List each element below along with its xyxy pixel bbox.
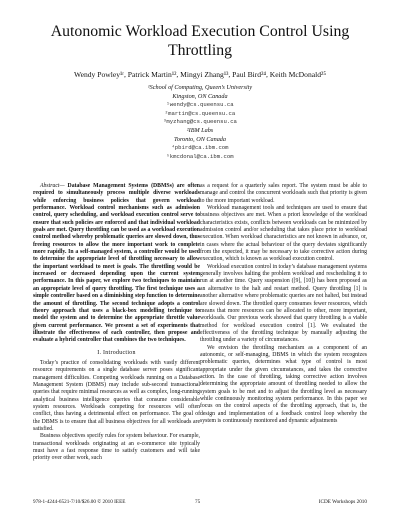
right-paragraph-1: as a request for a quarterly sales report. The system must be able to manage and control the concurrent workloads such that priority is given to the more important workload.	[200, 183, 367, 204]
affiliation-1-email-1: ¹wendy@cs.queensu.ca	[166, 101, 234, 109]
affiliation-1-email-3: ³myzhang@cs.queensu.ca	[163, 118, 237, 126]
abstract-body: Database Management Systems (DBMSs) are often required to simultaneously process multiple diverse workloads while enforcing business policies that govern workload performance. Workload control mechanisms such as admission control, query scheduling, and workload execution control serve to ensure that such policies are enforced and that individual workload goals are met. Query throttling can be used as a workload execution control method whereby problematic queries are slowed down, thus freeing resources to allow the more important work to complete more rapidly. In a self-managed system, a controller would be used to determine the appropriate level of throttling necessary to allow the important workload to meet is goals. The throttling would be increased or decreased depending upon the current system performance. In this paper, we explore two techniques to maintain an appropriate level of query throttling. The first technique uses a simple controller based on a diminishing step function to determine the amount of throttling. The second technique adopts a control theory approach that uses a black-box modelling technique to model the system and to determine the appropriate throttle value given current performance. We present a set of experiments that illustrate the effectiveness of each controller, then propose and evaluate a hybrid controller that combines the two techniques.	[33, 183, 200, 344]
footer-copyright: 978-1-4244-6521-7/10/$26.00 © 2010 IEEE	[33, 499, 126, 505]
abstract	[33, 183, 200, 345]
right-paragraph-2: Workload management tools and techniques are used to ensure that business objectives are met. When a priori knowledge of the workload characteristics exists, conflicts between workloads can be minimized by admission control and/or scheduling that takes place prior to workload execution. When workload characteristics are not known in advance, or, in cases where the actual behaviour of the query deviates significantly from the expected, it may be necessary to take corrective action during execution, which is known as workload execution control.	[200, 205, 367, 263]
page-number: 75	[195, 499, 201, 505]
affiliation-1-name: ¹School of Computing, Queen’s University	[147, 84, 253, 91]
intro-paragraph-1: Today’s practice of consolidating workloads with vastly different resource requirements on a single database server poses significant management difficulties. Competing workloads running on a Database Management System (DBMS) may include sub-second transactional queries that require minimal resources as well as complex, long-running analytical business intelligence queries that consume considerable system resources. Workloads competing for resources will often conflict, thus having a detrimental effect on performance. The goal of the DBMS is to ensure that all business objectives for all workloads are satisfied.	[33, 359, 200, 432]
affiliation-2-name: ²IBM Labs	[186, 126, 214, 134]
author-list: Wendy Powley¹ʳ, Patrick Martin¹², Mingyi Zhang¹³, Paul Bird²⁴, Keith McDonald²⁵	[74, 70, 326, 79]
section-heading-introduction: I. Introduction	[97, 349, 136, 356]
left-column	[33, 183, 200, 463]
affiliation-2-email-1: ⁴pbird@ca.ibm.com	[171, 144, 229, 152]
abstract-lead: Abstract—	[40, 183, 65, 189]
affiliation-1-email-2: ²martin@cs.queensu.ca	[164, 109, 236, 117]
right-column	[200, 183, 367, 425]
affiliations	[0, 84, 400, 161]
title-line-1: Autonomic Workload Execution Control Using	[50, 23, 350, 40]
affiliation-2-email-2: ⁵kmcdonal@ca.ibm.com	[166, 152, 234, 160]
right-paragraph-3: Workload execution control in today’s database management systems generally involves halting the problem workload and rescheduling it to run at another time. Query suspension ([9], [10]) has been proposed as an alternative to the halt and restart method. Query throttling [1] is another alternative where problematic queries are not halted, but instead are slowed down. The throttled query consumes fewer resources, which means that more resources can be allocated to other, more important, workloads. Our previous work showed that query throttling is a viable method for workload execution control [1]. We evaluated the effectiveness of the throttling technique by manually adjusting the throttling under a variety of circumstances.	[200, 263, 367, 344]
affiliation-2-place: Toronto, ON Canada	[174, 135, 226, 143]
footer-venue: ICDE Workshops 2010	[318, 499, 367, 505]
affiliation-1-place: Kingston, ON Canada	[172, 92, 228, 100]
right-paragraph-4: We envision the throttling mechanism as a component of an autonomic, or self-managing, DBMS in which the system recognizes problematic queries, determines what type of control is most appropriate under the given circumstances, and takes the corrective action. In the case of throttling, taking corrective action involves determining the appropriate amount of throttling needed to allow the system goals to be met and to adjust the throttling level as necessary while continuously monitoring system performance. In this paper we focus on the control aspects of the throttling approach, that is, the design and implementation of a feedback control loop whereby the system is continuously monitored and dynamic adjustments	[200, 344, 367, 424]
paper-title	[0, 22, 400, 60]
title-line-2: Throttling	[167, 42, 233, 59]
intro-paragraph-2: Business objectives specify rules for system behaviour. For example, transactional workloads originating at an e-commerce site typically must have a fast response time to satisfy customers and will take priority over other work, such	[33, 433, 200, 462]
